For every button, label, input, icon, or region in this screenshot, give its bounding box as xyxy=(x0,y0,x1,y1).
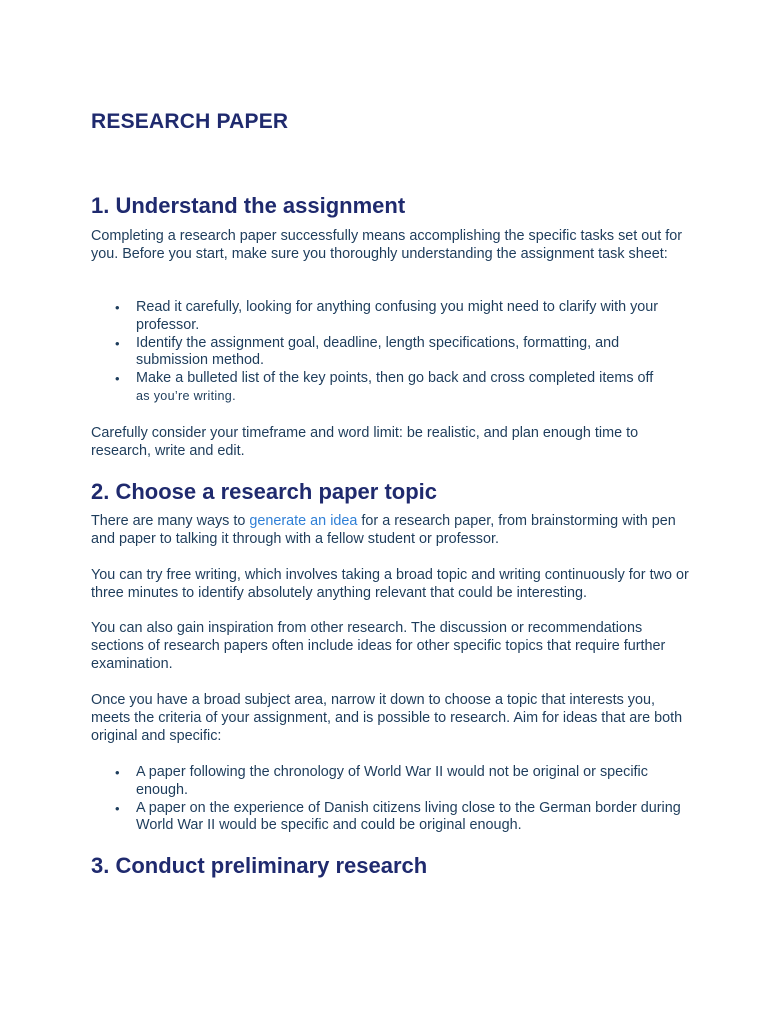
section-2-paragraph-2: You can try free writing, which involves taking a broad topic and writing continuously for two or three minutes to identify absolutely anything relevant that could be interesting. xyxy=(91,567,689,601)
bullet-icon: • xyxy=(115,800,120,816)
list-item xyxy=(91,299,691,335)
section-3-heading: 3. Conduct preliminary research xyxy=(91,853,428,878)
document-title: RESEARCH PAPER xyxy=(91,110,289,133)
list-item-text: A paper following the chronology of World War II would not be original or specific enough. xyxy=(136,764,648,798)
section-1-bullet-list xyxy=(91,299,691,406)
generate-idea-link[interactable]: generate an idea xyxy=(249,513,358,529)
section-2-heading: 2. Choose a research paper topic xyxy=(91,479,438,504)
bullet-icon: • xyxy=(115,300,120,315)
list-item xyxy=(91,764,691,800)
bullet-icon: • xyxy=(115,765,120,780)
paragraph-text: There are many ways to xyxy=(91,513,250,529)
section-2-paragraph-1 xyxy=(91,513,691,549)
list-item-text: Identify the assignment goal, deadline, length specifications, formatting, and submission method. xyxy=(136,334,620,369)
section-2-paragraph-4: Once you have a broad subject area, narrow it down to choose a topic that interests you, meets the criteria of your assignment, and is possible to research. Aim for ideas that are both original and specific: xyxy=(91,692,683,744)
list-item-text: A paper on the experience of Danish citizens living close to the German border during World War II would be specific and could be original enough. xyxy=(136,799,681,834)
bullet-icon: • xyxy=(115,371,120,387)
section-2-paragraph-3: You can also gain inspiration from other research. The discussion or recommendations sections of research papers often include ideas for other specific topics that require further examination. xyxy=(91,620,666,672)
bullet-icon: • xyxy=(115,335,120,351)
section-1-intro: Completing a research paper successfully means accomplishing the specific tasks set out for you. Before you start, make sure you thoroughly understanding the assignment task sheet: xyxy=(91,228,683,262)
list-item-text-tail: as you’re writing. xyxy=(136,388,236,403)
list-item-text: Make a bulleted list of the key points, then go back and cross completed items off xyxy=(136,370,654,387)
section-2-bullet-list xyxy=(91,764,691,835)
list-item xyxy=(91,370,691,406)
paragraph-text: for a research paper, from brainstorming with pen and paper to talking it through with a fellow student or professor. xyxy=(91,513,676,547)
section-1-heading: 1. Understand the assignment xyxy=(91,193,406,218)
list-item xyxy=(91,800,691,836)
section-1-outro: Carefully consider your timeframe and word limit: be realistic, and plan enough time to research, write and edit. xyxy=(91,425,639,459)
list-item-text: Read it carefully, looking for anything confusing you might need to clarify with your professor. xyxy=(136,299,659,333)
list-item xyxy=(91,335,691,371)
